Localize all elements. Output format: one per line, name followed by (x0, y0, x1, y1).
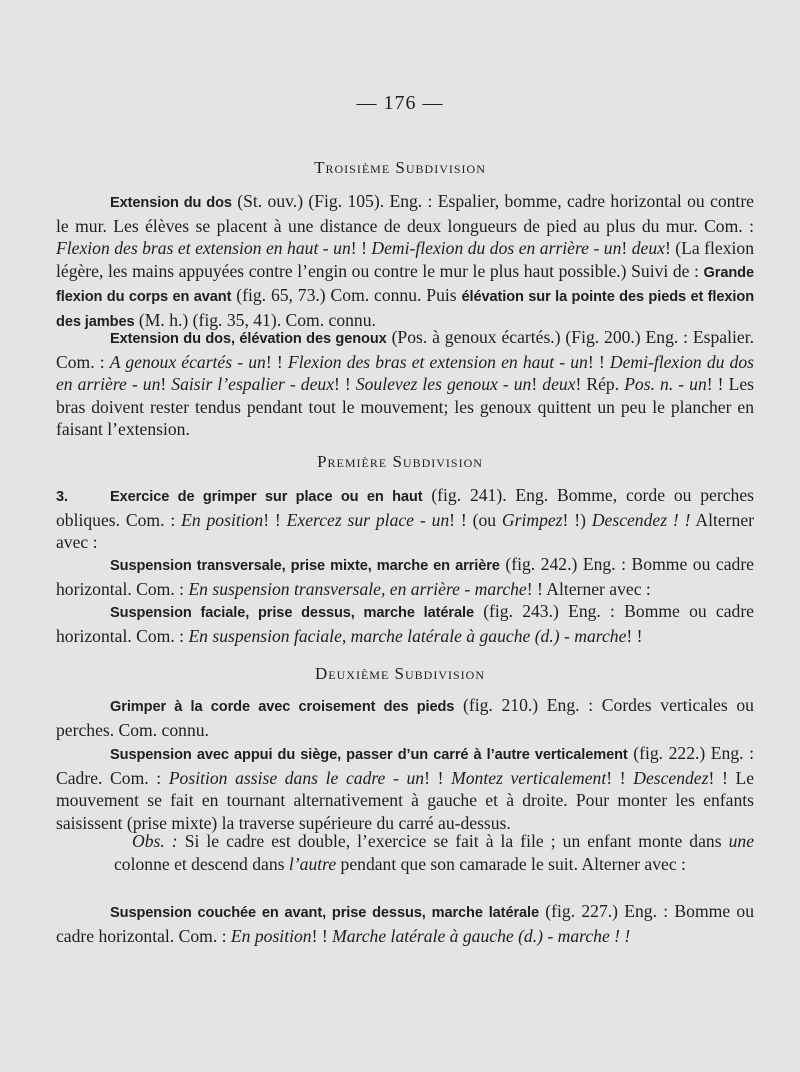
command-text: Montez verticalement (451, 767, 607, 788)
text-run: ! ! (350, 238, 372, 259)
emphasis-text: l’autre (288, 853, 337, 874)
text-run: ! (531, 374, 543, 395)
command-text: Demi-flexion du dos en arrière - un (56, 351, 755, 395)
text-run: (M. h.) (fig. 35, 41). Com. connu. (134, 309, 376, 330)
text-run: ! ! (606, 767, 634, 788)
text-run: ! (621, 238, 632, 259)
paragraph-observation (114, 830, 754, 875)
command-text: Saisir l’espalier - deux (171, 374, 334, 395)
text-run: pendant que son camarade le suit. Alterner avec : (336, 853, 686, 874)
paragraph-extension-genoux (56, 326, 754, 441)
command-text: Position assise dans le cadre - un (168, 767, 425, 788)
section-heading-premiere: Première Subdivision (317, 452, 483, 471)
emphasis-text: une (728, 831, 754, 851)
command-text: Exercez sur place - un (286, 509, 450, 530)
command-text: deux (542, 374, 576, 395)
command-text: Descendez (633, 767, 709, 788)
paragraph-exercice-grimper (56, 484, 754, 554)
text-run: ! ! (311, 925, 333, 946)
text-run: ! ! (424, 767, 452, 788)
exercise-number: 3. (56, 489, 68, 505)
text-run: ! ! (587, 351, 610, 372)
text-run: (St. ouv.) (Fig. 105). Eng. : Espalier, bomme, cadre horizontal ou contre le mur. Les élèves se placent à une distance de deux longueurs de pied au plus du mur. Com. : (56, 191, 754, 236)
text-run: ! (La flexion légère, les mains appuyées contre l’engin ou contre le mur le plus haut possible.) Suivi de : (56, 238, 755, 281)
exercise-title: Exercice de grimper sur place ou en haut (110, 489, 423, 505)
exercise-title: Suspension transversale, prise mixte, marche en arrière (110, 558, 500, 574)
command-text: En suspension faciale, marche latérale à gauche (d.) - marche (188, 625, 627, 646)
command-text: Pos. n. - un (624, 374, 707, 395)
text-run: (fig. 241). Eng. Bomme, corde ou perches obliques. Com. : (56, 485, 754, 530)
command-text: Marche latérale à gauche (d.) - marche ! ! (332, 925, 631, 946)
exercise-title: Extension du dos, élévation des genoux (110, 331, 387, 347)
command-text: A genoux écartés - un (109, 351, 266, 372)
text-run: ! (160, 374, 172, 395)
exercise-title: Grimper à la corde avec croisement des pieds (110, 699, 455, 715)
command-text: Soulevez les genoux - un (355, 374, 532, 395)
command-text: deux (631, 238, 665, 259)
text-run: (fig. 222.) Eng. : Cadre. Com. : (56, 743, 754, 788)
text-run: ! ! (ou (449, 509, 502, 530)
exercise-title: Suspension avec appui du siège, passer d’un carré à l’autre verticalement (110, 747, 628, 763)
text-run: colonne et descend dans (114, 853, 289, 874)
text-run: ! ! Les bras doivent rester tendus pendant tout le mouvement; les genoux quittent un peu le plancher en faisant l’extension. (56, 374, 754, 440)
command-text: Flexion des bras et extension en haut - un (56, 238, 351, 259)
command-text: Descendez ! ! (591, 509, 691, 530)
text-run: ! ! (334, 374, 356, 395)
section-heading-troisieme: Troisième Subdivision (314, 158, 486, 177)
paragraph-grimper-corde (56, 694, 754, 741)
exercise-title: Suspension faciale, prise dessus, marche latérale (110, 605, 474, 621)
command-text: En position (230, 925, 312, 946)
text-run: ! ! (265, 351, 288, 372)
text-run: ! Rép. (575, 374, 625, 395)
exercise-title: élévation sur la pointe des pieds et flexion des jambes (56, 289, 755, 330)
section-heading-deuxieme: Deuxième Subdivision (315, 664, 485, 683)
text-run: (fig. 242.) Eng. : Bomme ou cadre horizontal. Com. : (56, 554, 754, 599)
text-run: (Pos. à genoux écartés.) (Fig. 200.) Eng. : Espalier. Com. : (56, 327, 754, 372)
text-run: (fig. 210.) Eng. : Cordes verticales ou perches. Com. connu. (56, 695, 754, 740)
paragraph-suspension-faciale (56, 600, 754, 647)
paragraph-suspension-appui-siege (56, 742, 754, 834)
exercise-title: Suspension couchée en avant, prise dessus, marche latérale (110, 905, 540, 921)
command-text: Flexion des bras et extension en haut - un (287, 351, 588, 372)
command-text: En position (181, 509, 264, 530)
text-run: ! ! (626, 625, 643, 646)
command-text: Demi-flexion du dos en arrière - un (371, 238, 622, 259)
text-run: ! !) (562, 509, 592, 530)
exercise-title: Extension du dos (110, 195, 232, 211)
text-run: (fig. 243.) Eng. : Bomme ou cadre horizontal. Com. : (56, 601, 754, 646)
text-run: Alterner avec : (56, 509, 755, 553)
text-run: ! ! Le mouvement se fait en tournant alternativement à gauche et à droite. Pour monter les enfants saisissent (prise mixte) la traverse supérieure du carré au-dessus. (56, 767, 755, 833)
page-number: — 176 — (356, 92, 444, 114)
text-run: Si le cadre est double, l’exercice se fait à la file ; un enfant monte dans (177, 831, 729, 851)
paragraph-suspension-transversale (56, 553, 754, 600)
obs-label: Obs. : (132, 831, 178, 851)
text-run: (fig. 65, 73.) Com. connu. Puis (231, 285, 462, 306)
exercise-title: Grande flexion du corps en avant (56, 264, 754, 306)
command-text: Grimpez (501, 509, 563, 530)
command-text: En suspension transversale, en arrière - marche (188, 578, 527, 599)
text-run: ! ! Alterner avec : (526, 578, 651, 599)
text-run: (fig. 227.) Eng. : Bomme ou cadre horizontal. Com. : (56, 901, 754, 946)
paragraph-extension-du-dos (56, 190, 754, 334)
paragraph-suspension-couchee (56, 900, 754, 947)
text-run: ! ! (263, 509, 287, 530)
